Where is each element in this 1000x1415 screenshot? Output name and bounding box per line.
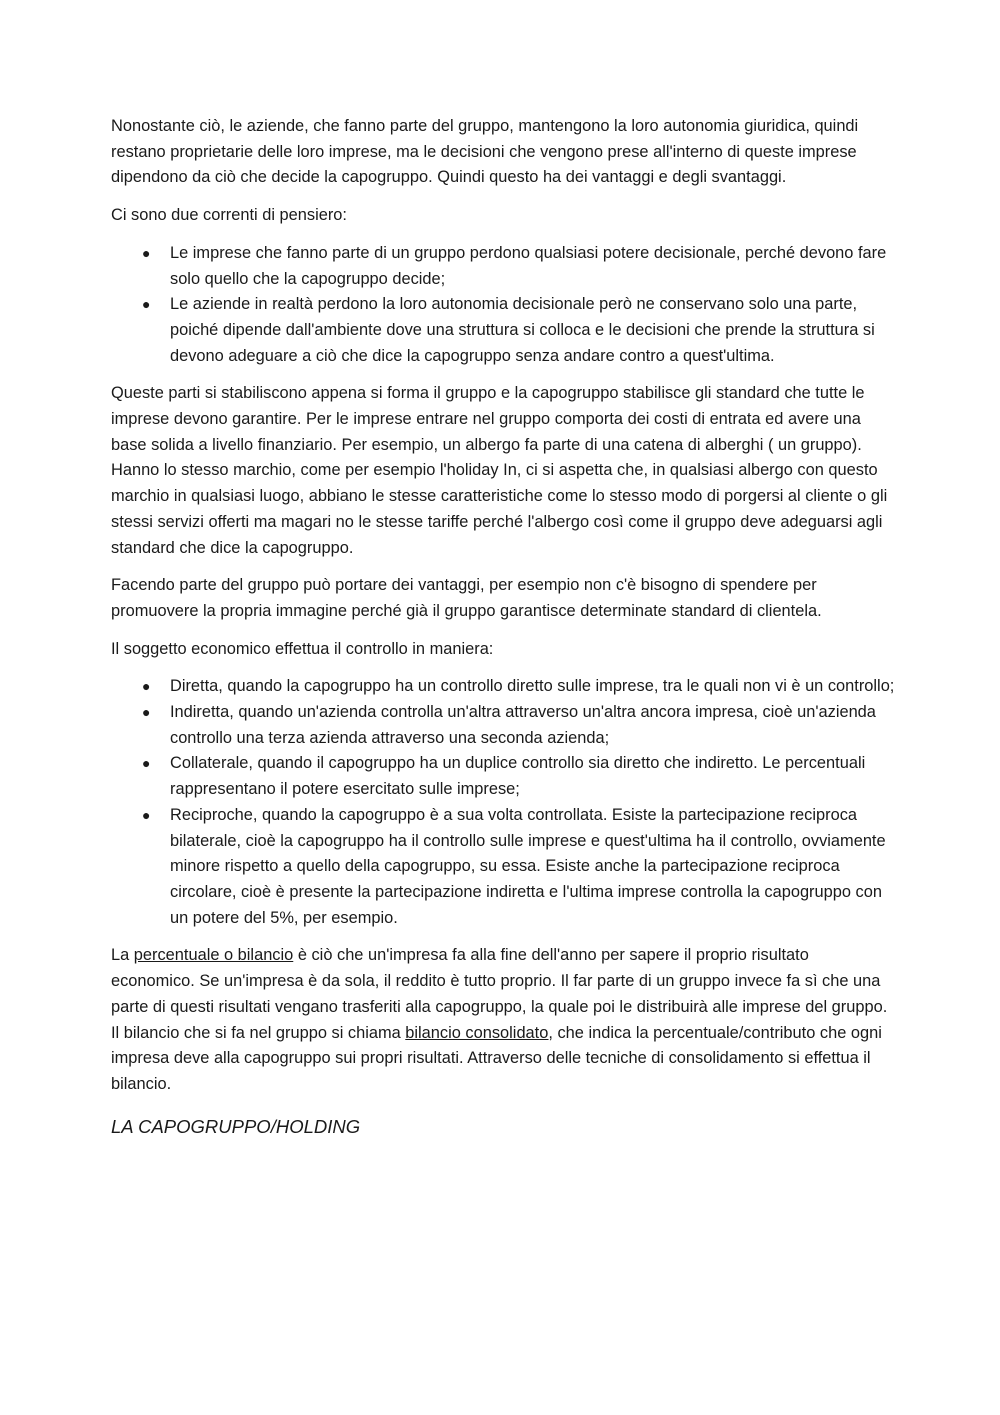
list-item-text: Le imprese che fanno parte di un gruppo perdono qualsiasi potere decisionale, perché devono fare solo quello che la capogruppo decide; xyxy=(170,243,887,288)
bullet-icon: ● xyxy=(142,678,151,695)
list-item xyxy=(142,700,896,751)
paragraph-standard: Queste parti si stabiliscono appena si forma il gruppo e la capogruppo stabilisce gli standard che tutte le imprese devono garantire. Per le imprese entrare nel gruppo comporta dei costi di entrata ed avere una base solida a livello finanziario. Per esempio, un albergo fa parte di una catena di alberghi ( un gruppo). Hanno lo stesso marchio, come per esempio l'holiday In, ci si aspetta che, in qualsiasi albergo con questo marchio in qualsiasi luogo, abbiano le stesse caratteristiche come lo stesso modo di porgersi al cliente o gli stessi servizi offerti ma magari no le stesse tariffe perché l'albergo così come il gruppo deve adeguarsi agli standard che dice la capogruppo. xyxy=(111,384,888,557)
list-item xyxy=(142,292,896,369)
bullet-icon: ● xyxy=(142,244,151,261)
text-run: La xyxy=(111,946,134,965)
list-item xyxy=(142,241,896,292)
paragraph-bilancio xyxy=(111,943,896,1097)
paragraph-autonomia: Nonostante ciò, le aziende, che fanno parte del gruppo, mantengono la loro autonomia giuridica, quindi restano proprietarie delle loro imprese, ma le decisioni che vengono prese all'interno di queste imprese dipendono da ciò che decide la capogruppo. Quindi questo ha dei vantaggi e degli svantaggi. xyxy=(111,117,859,187)
list-controllo xyxy=(111,674,896,931)
list-item xyxy=(142,803,896,932)
bullet-icon: ● xyxy=(142,296,151,313)
text-run: che indica la percentuale/contributo che ogni impresa deve alla capogruppo sui propri risultati. Attraverso delle tecniche di consolidamento si effettua il bilancio. xyxy=(111,1023,882,1093)
paragraph-correnti-intro: Ci sono due correnti di pensiero: xyxy=(111,206,347,225)
list-item-text: Collaterale, quando il capogruppo ha un duplice controllo sia diretto che indiretto. Le percentuali rappresentano il potere esercitato sulle imprese; xyxy=(170,754,866,799)
bullet-icon: ● xyxy=(142,704,151,721)
list-item-text: Reciproche, quando la capogruppo è a sua volta controllata. Esiste la partecipazione reciproca bilaterale, cioè la capogruppo ha il controllo sulle imprese e quest'ultima ha il controllo, ovviamente minore rispetto a quello della capogruppo, su essa. Esiste anche la partecipazione reciproca circolare, cioè è presente la partecipazione indiretta e l'ultima imprese controlla la capogruppo con un potere del 5%, per esempio. xyxy=(170,805,886,927)
list-item-text: Le aziende in realtà perdono la loro autonomia decisionale però ne conservano solo una parte, poiché dipende dall'ambiente dove una struttura si colloca e le decisioni che prende la struttura si devono adeguare a ciò che dice la capogruppo senza andare contro a quest'ultima. xyxy=(170,295,875,365)
underlined-term: percentuale o bilancio xyxy=(133,946,294,965)
text-run: è ciò che un'impresa fa alla fine dell'anno per sapere il proprio risultato economico. Se un'impresa è da sola, il reddito è tutto proprio. Il far parte di un gruppo invece fa sì che una parte di questi risultati vengano trasferiti alla capogruppo, la quale poi le distribuirà alle imprese del gruppo. Il bilancio che si fa nel gruppo si chiama xyxy=(111,946,888,1042)
paragraph-vantaggi: Facendo parte del gruppo può portare dei vantaggi, per esempio non c'è bisogno di spendere per promuovere la propria immagine perché già il gruppo garantisce determinate standard di clientela. xyxy=(111,576,822,620)
section-heading: LA CAPOGRUPPO/HOLDING xyxy=(111,1115,361,1137)
bullet-icon: ● xyxy=(142,755,151,772)
list-item-text: Diretta, quando la capogruppo ha un controllo diretto sulle imprese, tra le quali non vi è un controllo; xyxy=(170,677,895,696)
paragraph-controllo-intro: Il soggetto economico effettua il controllo in maniera: xyxy=(111,639,494,658)
list-item xyxy=(142,751,896,802)
bullet-icon: ● xyxy=(142,806,151,823)
list-item-text: Indiretta, quando un'azienda controlla un'altra attraverso un'altra ancora impresa, cioè un'azienda controllo una terza azienda attraverso una seconda azienda; xyxy=(170,703,876,747)
list-correnti xyxy=(111,241,896,370)
list-item xyxy=(142,674,896,700)
document-page xyxy=(111,114,896,1151)
underlined-term: bilancio consolidato, xyxy=(405,1023,553,1042)
